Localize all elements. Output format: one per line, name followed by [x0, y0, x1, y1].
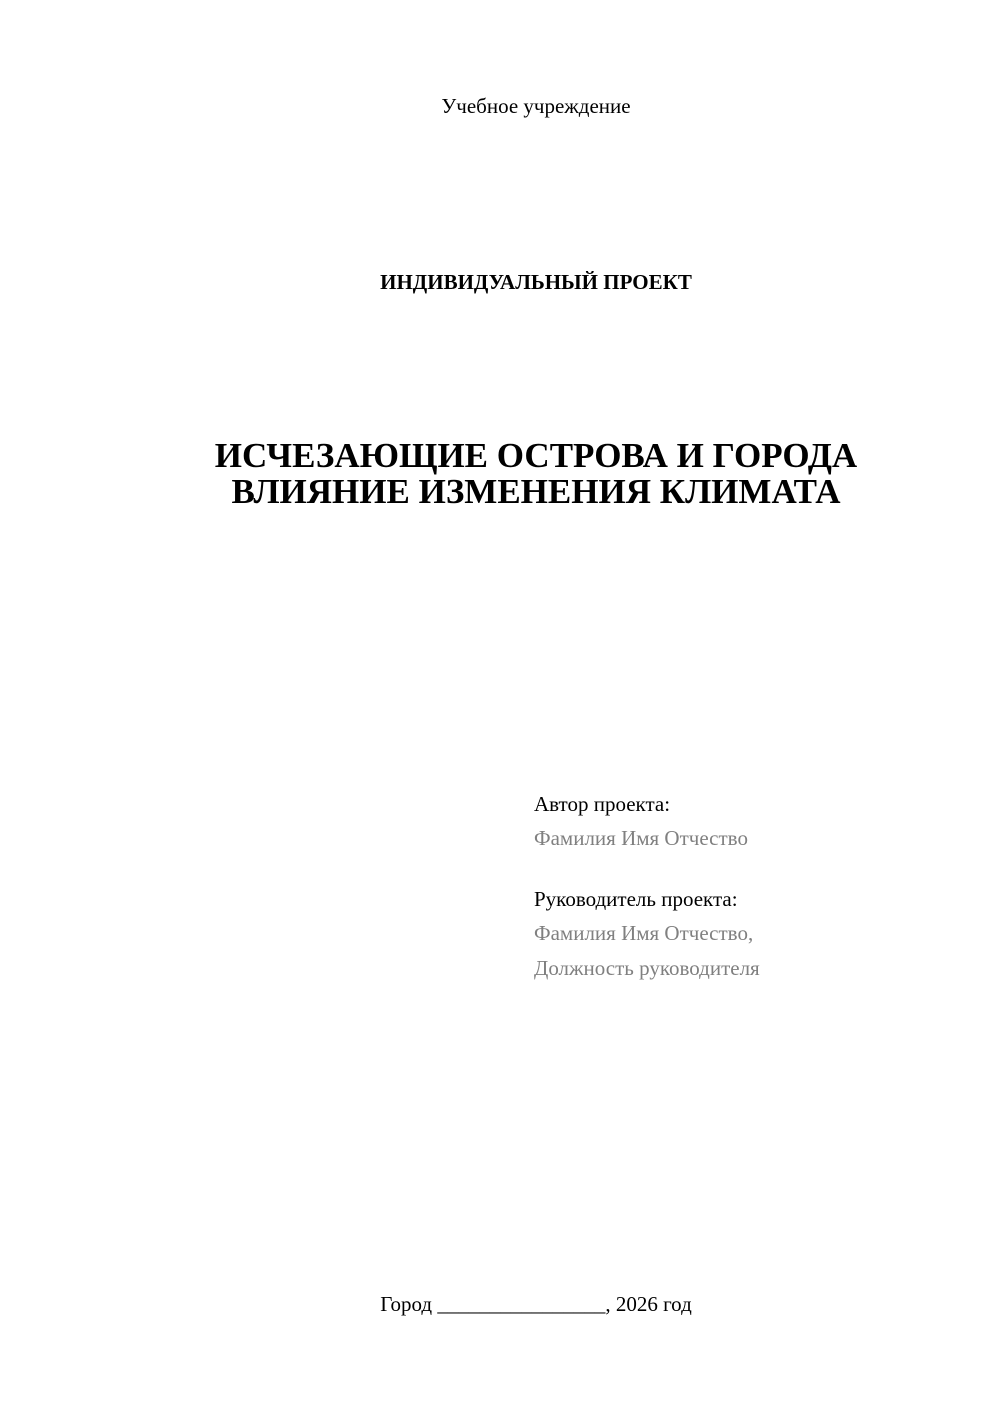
institution-name: Учебное учреждение — [441, 94, 631, 118]
project-type-heading: ИНДИВИДУАЛЬНЫЙ ПРОЕКТ — [380, 270, 692, 294]
spacer — [534, 856, 974, 882]
project-info-block — [534, 787, 974, 986]
supervisor-name: Фамилия Имя Отчество, — [534, 921, 754, 945]
project-title-line-1: ИСЧЕЗАЮЩИЕ ОСТРОВА И ГОРОДА — [214, 436, 858, 475]
project-title — [0, 438, 1000, 510]
author-name: Фамилия Имя Отчество — [534, 826, 748, 850]
city-year-footer: Город ________________, 2026 год — [380, 1292, 692, 1316]
author-label: Автор проекта: — [534, 792, 671, 816]
project-title-line-2: ВЛИЯНИЕ ИЗМЕНЕНИЯ КЛИМАТА — [231, 472, 841, 511]
supervisor-label: Руководитель проекта: — [534, 887, 738, 911]
supervisor-position: Должность руководителя — [534, 956, 760, 980]
